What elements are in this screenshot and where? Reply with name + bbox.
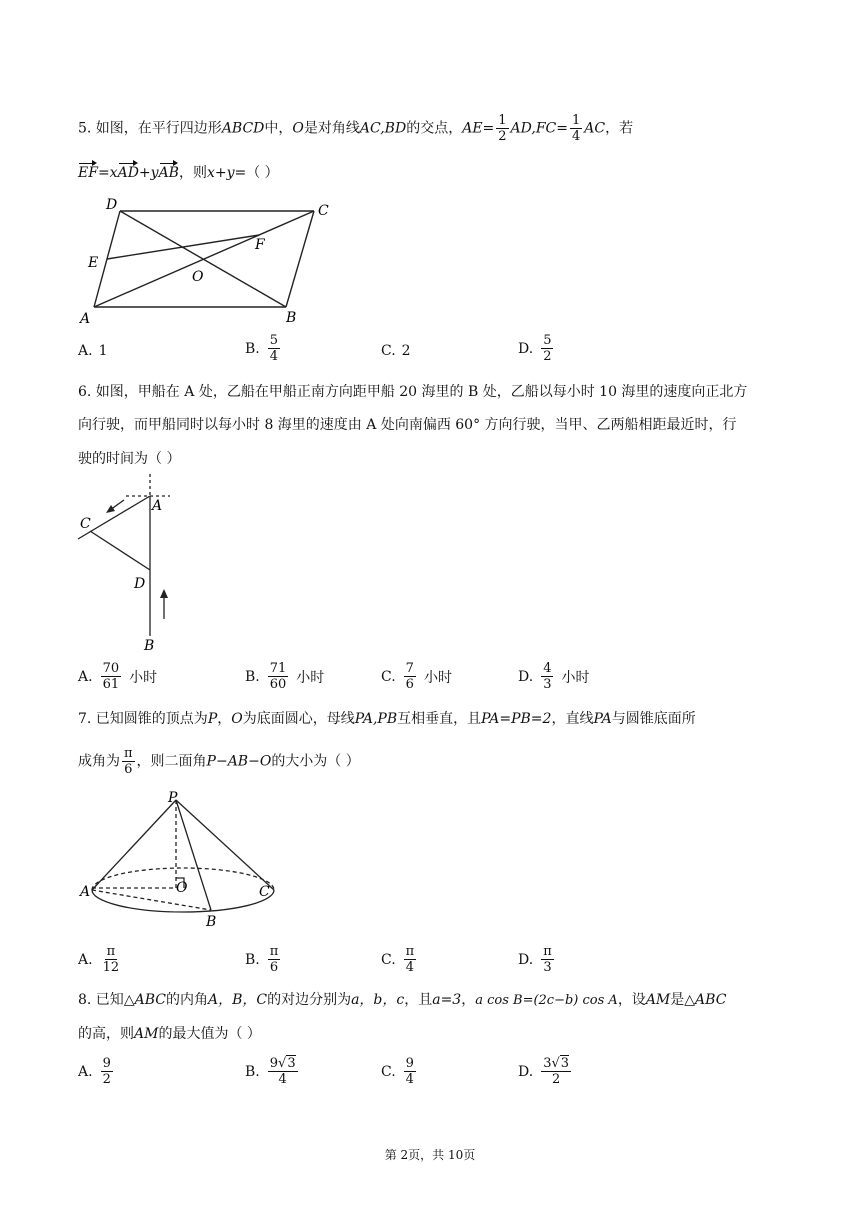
q7-dihedral-angle: P−AB−O bbox=[206, 753, 272, 770]
q5-text: 的交点， bbox=[406, 120, 463, 137]
frac-num: 7 bbox=[405, 661, 414, 676]
radicand: 3 bbox=[287, 1056, 296, 1071]
q5-o: O bbox=[292, 120, 304, 137]
label-f: F bbox=[255, 237, 265, 253]
q6-option-d[interactable] bbox=[518, 661, 589, 692]
arrow-sw-head bbox=[106, 505, 115, 513]
option-label: D. bbox=[518, 1063, 534, 1080]
frac-den: 4 bbox=[269, 349, 279, 364]
generatrix-pa bbox=[92, 800, 176, 890]
option-frac bbox=[541, 333, 553, 364]
option-label: B. bbox=[245, 951, 260, 968]
q5-option-b[interactable] bbox=[245, 333, 282, 364]
label-b: B bbox=[144, 638, 155, 654]
q7-text: 与圆锥底面所 bbox=[611, 711, 696, 727]
option-label: C. bbox=[381, 951, 396, 968]
q8-text: 的高，则 bbox=[78, 1026, 134, 1042]
q7-option-a[interactable] bbox=[78, 944, 123, 975]
option-frac bbox=[101, 1056, 113, 1087]
label-a: A bbox=[80, 311, 91, 327]
option-label: B. bbox=[245, 340, 260, 357]
q5-line1 bbox=[78, 113, 633, 144]
label-b: B bbox=[206, 914, 217, 930]
label-c: C bbox=[80, 516, 91, 532]
label-c: C bbox=[318, 203, 329, 219]
q8-triangle: △ABC bbox=[123, 992, 166, 1008]
option-unit: 小时 bbox=[296, 669, 325, 686]
q7-text: 的大小为（ ） bbox=[271, 753, 360, 770]
frac-num: π bbox=[124, 746, 133, 761]
q6-option-c[interactable] bbox=[381, 661, 452, 692]
frac-num: π bbox=[106, 944, 116, 959]
label-c: C bbox=[259, 884, 270, 900]
q8-text: 8. 已知 bbox=[78, 992, 124, 1008]
label-b: B bbox=[286, 310, 297, 326]
label-e: E bbox=[88, 255, 99, 271]
frac-num: 1 bbox=[498, 113, 507, 128]
option-frac bbox=[541, 661, 553, 692]
q8-sides: a，b，c bbox=[351, 992, 405, 1008]
option-label: A. bbox=[78, 1063, 93, 1080]
frac-num: 71 bbox=[269, 661, 287, 676]
q7-text: ，则二面角 bbox=[136, 753, 207, 770]
frac-den: 12 bbox=[102, 960, 120, 975]
coefficient: 9 bbox=[269, 1056, 279, 1071]
q8-am: AM bbox=[134, 1026, 159, 1042]
q7-cone-figure bbox=[76, 788, 286, 930]
q6-line1: 6. 如图，甲船在 A 处，乙船在甲船正南方向距甲船 20 海里的 B 处，乙船以每小时 10 海里的速度向正北方 bbox=[78, 384, 748, 400]
q5-frac-quarter bbox=[570, 113, 582, 144]
frac-num: 9 bbox=[405, 1056, 414, 1071]
q5-line2 bbox=[78, 163, 279, 183]
q7-text: 7. 已知圆锥的顶点为 bbox=[78, 711, 208, 727]
q5-text: 中， bbox=[264, 120, 293, 137]
q7-pa-pb: PA,PB bbox=[354, 711, 398, 727]
q8-triangle: △ABC bbox=[684, 992, 727, 1008]
q8-line1 bbox=[78, 990, 726, 1011]
q5-eq-x: =x bbox=[97, 165, 118, 181]
frac-num: 1 bbox=[572, 113, 581, 128]
frac-num: 5 bbox=[269, 333, 279, 348]
frac-den: 4 bbox=[572, 129, 581, 144]
frac-num: π bbox=[405, 944, 415, 959]
q5-paren: （ ） bbox=[246, 165, 279, 181]
option-label: B. bbox=[245, 1063, 260, 1080]
q5-vector-ef: EF bbox=[78, 165, 98, 181]
q7-text: ， bbox=[217, 711, 232, 727]
q7-text: 互相垂直，且 bbox=[397, 711, 482, 727]
label-a: A bbox=[80, 884, 91, 900]
option-label: C. bbox=[381, 343, 396, 359]
option-frac bbox=[101, 661, 122, 692]
option-value: 2 bbox=[401, 343, 411, 359]
option-frac bbox=[268, 944, 281, 975]
frac-den: 4 bbox=[405, 1072, 414, 1087]
frac-num: 5 bbox=[543, 333, 552, 348]
label-d: D bbox=[106, 197, 118, 213]
q8-option-b[interactable] bbox=[245, 1056, 300, 1087]
segment-ef bbox=[107, 235, 259, 259]
frac-num: 70 bbox=[102, 661, 120, 676]
q6-line2: 向行驶，而甲船同时以每小时 8 海里的速度由 A 处向南偏西 60° 方向行驶，当甲、乙两船相距最近时，行 bbox=[78, 417, 737, 433]
q8-angles: A，B，C bbox=[207, 992, 268, 1008]
option-unit: 小时 bbox=[423, 669, 452, 686]
label-o: O bbox=[192, 269, 204, 285]
q5-vector-ad: AD bbox=[117, 165, 139, 181]
q5-x-plus-y: x+y= bbox=[206, 165, 247, 181]
q6-option-b[interactable] bbox=[245, 661, 324, 692]
frac-num: π bbox=[269, 944, 279, 959]
frac-den: 60 bbox=[269, 677, 287, 692]
option-label: D. bbox=[518, 668, 534, 685]
option-label: A. bbox=[78, 951, 93, 968]
frac-den: 6 bbox=[124, 762, 133, 777]
q5-option-c[interactable] bbox=[381, 343, 411, 359]
radicand: 3 bbox=[560, 1056, 570, 1071]
q8-option-c[interactable] bbox=[381, 1056, 418, 1087]
q8-text: 的对边分别为 bbox=[267, 992, 352, 1008]
q5-text: 5. 如图，在平行四边形 bbox=[78, 120, 222, 137]
option-frac bbox=[268, 1056, 298, 1087]
q7-p: P bbox=[207, 711, 218, 727]
coefficient: 3 bbox=[543, 1056, 552, 1071]
q8-text: 是 bbox=[670, 992, 685, 1008]
q8-a-equals-3: a=3 bbox=[432, 992, 462, 1008]
label-d: D bbox=[134, 576, 146, 592]
q7-option-b[interactable] bbox=[245, 944, 282, 975]
option-value: 1 bbox=[98, 343, 108, 359]
q7-option-c[interactable] bbox=[381, 944, 418, 975]
q7-pa: PA bbox=[593, 711, 612, 727]
frac-den: 3 bbox=[543, 960, 552, 975]
q7-text: 为底面圆心，母线 bbox=[242, 711, 355, 727]
q7-text: 成角为 bbox=[78, 753, 120, 770]
option-label: D. bbox=[518, 340, 534, 357]
frac-den: 4 bbox=[278, 1072, 287, 1087]
q8-option-a[interactable] bbox=[78, 1056, 115, 1087]
q7-option-d[interactable] bbox=[518, 944, 556, 975]
q8-text: ，设 bbox=[617, 992, 646, 1008]
q8-text: 的内角 bbox=[165, 992, 208, 1008]
option-label: C. bbox=[381, 668, 396, 685]
frac-den: 2 bbox=[551, 1072, 561, 1087]
option-frac bbox=[268, 661, 289, 692]
label-a: A bbox=[152, 498, 163, 514]
q5-ac: AC bbox=[584, 120, 606, 137]
q7-o: O bbox=[231, 711, 243, 727]
line-cd bbox=[90, 531, 150, 570]
option-frac bbox=[541, 944, 554, 975]
option-frac bbox=[541, 1056, 571, 1087]
q8-text: 的最大值为（ ） bbox=[158, 1026, 261, 1042]
frac-num-sqrt: 9√3 bbox=[269, 1056, 296, 1071]
q5-option-a[interactable] bbox=[78, 343, 107, 359]
option-frac bbox=[101, 944, 122, 975]
frac-den: 2 bbox=[102, 1072, 111, 1087]
frac-num: 4 bbox=[543, 661, 552, 676]
q5-text: ，则 bbox=[178, 165, 207, 181]
frac-den: 61 bbox=[102, 677, 120, 692]
q5-ae: AE= bbox=[462, 120, 495, 137]
frac-den: 4 bbox=[405, 960, 415, 975]
frac-num: π bbox=[543, 944, 552, 959]
option-label: D. bbox=[518, 951, 534, 968]
q5-text: ，若 bbox=[605, 120, 634, 137]
q5-parallelogram-figure bbox=[78, 195, 348, 330]
q8-am: AM bbox=[645, 992, 671, 1008]
arrow-north-head bbox=[160, 589, 168, 598]
q5-plus-y: +y bbox=[138, 165, 159, 181]
frac-den: 2 bbox=[498, 129, 507, 144]
q5-frac-half bbox=[496, 113, 508, 144]
option-unit: 小时 bbox=[129, 669, 158, 686]
q8-text: ，且 bbox=[404, 992, 433, 1008]
q6-line3: 驶的时间为（ ） bbox=[78, 451, 181, 467]
frac-den: 2 bbox=[543, 349, 552, 364]
q5-diagonals: AC,BD bbox=[359, 120, 407, 137]
option-frac bbox=[404, 661, 416, 692]
q6-option-a[interactable] bbox=[78, 661, 157, 692]
q5-ad-fc: AD,FC= bbox=[510, 120, 568, 137]
q7-text: ，直线 bbox=[551, 711, 594, 727]
diag-bd bbox=[120, 211, 286, 307]
q5-option-d[interactable] bbox=[518, 333, 555, 364]
q8-line2 bbox=[78, 1024, 261, 1044]
q8-equation: a cos B=(2c−b) cos A bbox=[475, 993, 618, 1008]
frac-den: 3 bbox=[543, 677, 552, 692]
q5-abcd: ABCD bbox=[221, 120, 265, 137]
option-frac bbox=[268, 333, 280, 364]
label-p: P bbox=[168, 790, 178, 806]
option-label: A. bbox=[78, 343, 93, 359]
label-o: O bbox=[176, 880, 188, 896]
side-bc bbox=[286, 211, 314, 307]
chord-ab bbox=[92, 890, 211, 910]
option-unit: 小时 bbox=[561, 669, 590, 686]
option-label: A. bbox=[78, 668, 93, 685]
option-label: B. bbox=[245, 668, 260, 685]
frac-den: 6 bbox=[405, 677, 414, 692]
q7-equation: PA=PB=2 bbox=[481, 711, 552, 727]
q8-option-d[interactable] bbox=[518, 1056, 573, 1087]
q7-line1 bbox=[78, 709, 696, 729]
q7-line2 bbox=[78, 746, 360, 777]
option-frac bbox=[404, 1056, 416, 1087]
q5-text: 是对角线 bbox=[303, 120, 360, 137]
frac-den: 6 bbox=[269, 960, 279, 975]
frac-num-sqrt: 3√3 bbox=[543, 1056, 570, 1071]
option-label: C. bbox=[381, 1063, 396, 1080]
frac-num: 9 bbox=[102, 1056, 111, 1071]
option-frac bbox=[404, 944, 417, 975]
q5-vector-ab: AB bbox=[158, 165, 179, 181]
q8-text: ， bbox=[461, 992, 476, 1008]
q6-ship-figure bbox=[76, 474, 186, 654]
page-footer: 第 2页，共 10页 bbox=[384, 1148, 476, 1162]
q7-frac-pi-6 bbox=[122, 746, 135, 777]
